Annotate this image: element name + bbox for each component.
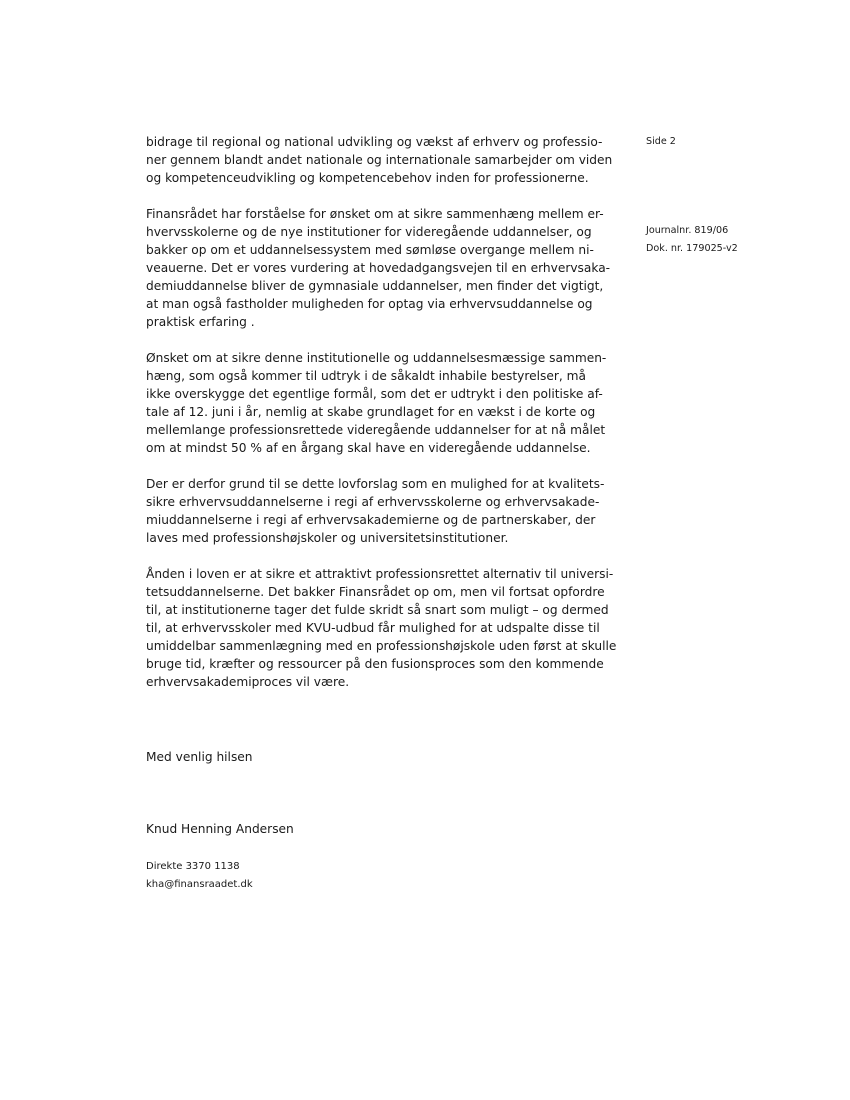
- text-line: til, at erhvervsskoler med KVU-udbud får mulighed for at udspalte disse til: [146, 621, 600, 635]
- email-address: kha@finansraadet.dk: [146, 879, 253, 890]
- direct-phone: Direkte 3370 1138: [146, 861, 240, 872]
- text-line: til, at institutionerne tager det fulde skridt så snart som muligt – og dermed: [146, 603, 609, 617]
- text-line: bakker op om et uddannelsessystem med sømløse overgange mellem ni-: [146, 243, 594, 257]
- text-line: hvervsskolerne og de nye institutioner for videregående uddannelser, og: [146, 225, 592, 239]
- text-line: ner gennem blandt andet nationale og internationale samarbejder om viden: [146, 153, 613, 167]
- document-references: [646, 222, 738, 258]
- page-label: Side 2: [646, 136, 676, 147]
- letter-body: [146, 133, 616, 709]
- text-line: bidrage til regional og national udvikling og vækst af erhverv og professio-: [146, 135, 603, 149]
- contact-info: [146, 858, 253, 894]
- text-line: laves med professionshøjskoler og universitetsinstitutioner.: [146, 531, 509, 545]
- text-line: erhvervsakademiproces vil være.: [146, 675, 350, 689]
- text-line: hæng, som også kommer til udtryk i de såkaldt inhabile bestyrelser, må: [146, 369, 586, 383]
- text-line: Ånden i loven er at sikre et attraktivt professionsrettet alternativ til universi-: [146, 567, 614, 581]
- text-line: om at mindst 50 % af en årgang skal have en videregående uddannelse.: [146, 441, 591, 455]
- text-line: Der er derfor grund til se dette lovforslag som en mulighed for at kvalitets-: [146, 477, 605, 491]
- closing-greeting: Med venlig hilsen: [146, 750, 253, 764]
- text-line: bruge tid, kræfter og ressourcer på den fusionsproces som den kommende: [146, 657, 604, 671]
- signer-name: Knud Henning Andersen: [146, 822, 294, 836]
- paragraph: [146, 565, 616, 691]
- page-number: [646, 133, 676, 151]
- text-line: umiddelbar sammenlægning med en professionshøjskole uden først at skulle: [146, 639, 617, 653]
- text-line: praktisk erfaring .: [146, 315, 255, 329]
- text-line: at man også fastholder muligheden for optag via erhvervsuddannelse og: [146, 297, 593, 311]
- journal-number: Journalnr. 819/06: [646, 225, 729, 236]
- paragraph: [146, 205, 616, 331]
- text-line: og kompetenceudvikling og kompetencebehov inden for professionerne.: [146, 171, 589, 185]
- text-line: ikke overskygge det egentlige formål, som det er udtrykt i den politiske af-: [146, 387, 603, 401]
- text-line: Finansrådet har forståelse for ønsket om at sikre sammenhæng mellem er-: [146, 207, 604, 221]
- text-line: tale af 12. juni i år, nemlig at skabe grundlaget for en vækst i de korte og: [146, 405, 596, 419]
- paragraph: [146, 349, 616, 457]
- text-line: Ønsket om at sikre denne institutionelle og uddannelsesmæssige sammen-: [146, 351, 607, 365]
- text-line: tetsuddannelserne. Det bakker Finansrådet op om, men vil fortsat opfordre: [146, 585, 605, 599]
- text-line: veauerne. Det er vores vurdering at hovedadgangsvejen til en erhvervsaka-: [146, 261, 611, 275]
- text-line: demiuddannelse bliver de gymnasiale uddannelser, men finder det vigtigt,: [146, 279, 604, 293]
- document-number: Dok. nr. 179025-v2: [646, 243, 738, 254]
- text-line: sikre erhvervsuddannelserne i regi af erhvervsskolerne og erhvervsakade-: [146, 495, 600, 509]
- text-line: miuddannelserne i regi af erhvervsakademierne og de partnerskaber, der: [146, 513, 596, 527]
- text-line: mellemlange professionsrettede videregående uddannelser for at nå målet: [146, 423, 606, 437]
- paragraph: [146, 133, 616, 187]
- paragraph: [146, 475, 616, 547]
